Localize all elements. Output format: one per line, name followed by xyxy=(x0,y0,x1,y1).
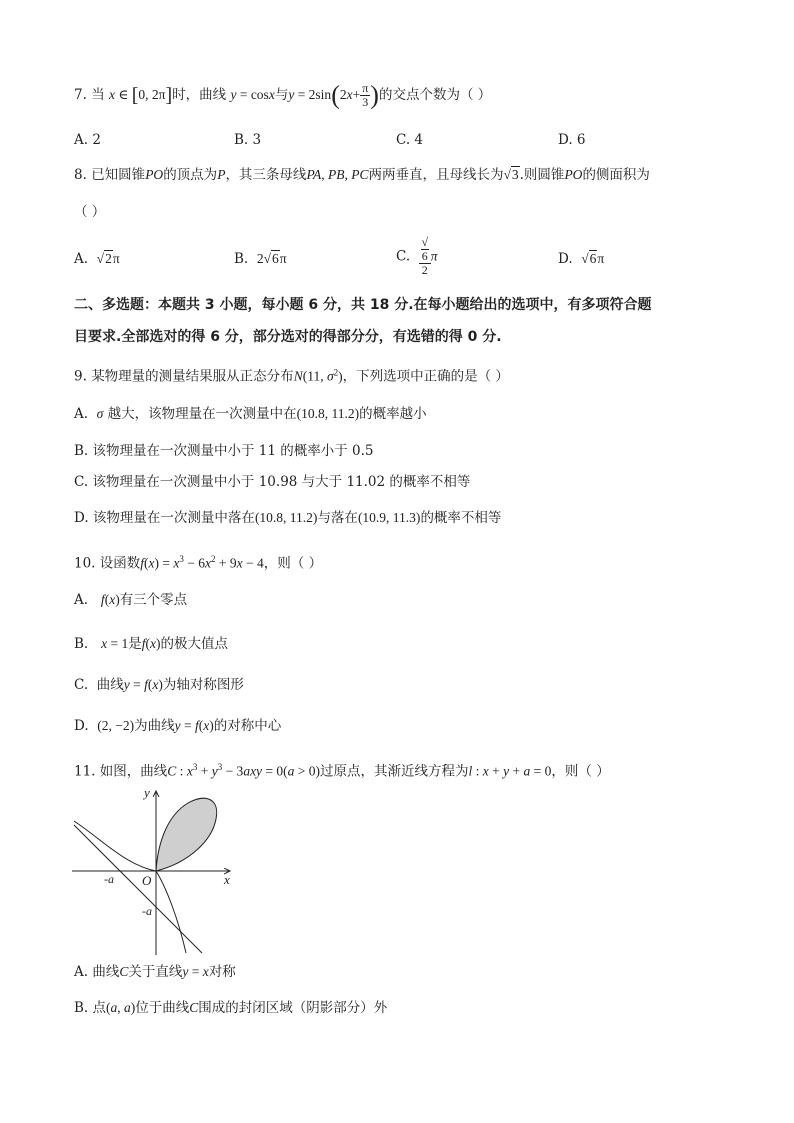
option-d: D. (2, −2)为曲线y = f(x)的对称中心 xyxy=(74,718,282,734)
question-text: 如图，曲线 xyxy=(99,763,168,780)
option-a: A. σ 越大，该物理量在一次测量中在(10.8, 11.2)的概率越小 xyxy=(74,406,427,422)
question-number: 11. xyxy=(74,763,96,780)
question-number: 7. xyxy=(74,87,87,103)
question-text: 当 xyxy=(91,87,105,103)
option-d: D. 该物理量在一次测量中落在(10.8, 11.2)与落在(10.9, 11.3)的概率不相等 xyxy=(74,510,502,526)
question-text: 时，曲线 xyxy=(172,87,227,103)
section-heading: 目要求.全部选对的得 6 分，部分选对的得部分分，有选错的得 0 分. xyxy=(74,329,502,345)
option-c: C. √ 6 2 π xyxy=(396,235,438,277)
neg-a-x-label: -a xyxy=(104,872,114,886)
option-b: B. 点(a, a)位于曲线C围成的封闭区域（阴影部分）外 xyxy=(74,1000,388,1016)
option-b: B. 3 xyxy=(234,132,262,148)
question-text: 已知圆锥 xyxy=(91,167,146,183)
folium-loop xyxy=(156,798,217,871)
option-a: A. 曲线C关于直线y = x对称 xyxy=(74,964,236,980)
x-axis-label: x xyxy=(224,872,230,887)
option-b: B. 该物理量在一次测量中小于 11 的概率小于 0.5 xyxy=(74,443,374,459)
neg-a-y-label: -a xyxy=(142,904,152,918)
option-c: C. 曲线y = f(x)为轴对称图形 xyxy=(74,677,244,693)
question-number: 8. xyxy=(74,167,87,183)
option-b: B. x = 1是f(x)的极大值点 xyxy=(74,636,228,652)
question-11: 11. 如图，曲线C : $x^3 + y^3 - 3axy = 0(a > 0)$过原点，其渐近线方程为l : x + y + a = 0，则（ ） xyxy=(74,762,610,780)
question-text: ，则（ ） xyxy=(551,763,610,780)
question-text: 的顶点为 xyxy=(163,167,218,183)
folium-left-branch xyxy=(74,821,156,871)
question-text: 与 xyxy=(274,87,289,103)
question-10: 10. 设函数$f(x) = x^3 - 6x^2 + 9x - 4$，则（ ） xyxy=(74,554,323,572)
question-text: .则圆锥 xyxy=(519,167,565,183)
question-9: 9. 某物理量的测量结果服从正态分布N(11, $\sigma^2$)，下列选项中正确的是（ ） xyxy=(74,367,509,385)
question-text: 过原点，其渐近线方程为 xyxy=(320,763,469,780)
question-text: ，其三条母线 xyxy=(225,167,307,183)
question-text: 某物理量的测量结果服从正态分布 xyxy=(91,368,294,385)
question-8: 8. 已知圆锥PO的顶点为P，其三条母线PA, PB, PC两两垂直，且母线长为√3.则圆锥PO的侧面积为 xyxy=(74,167,650,183)
section-heading: 二、多选题：本题共 3 小题，每小题 6 分，共 18 分.在每小题给出的选项中，有多项符合题 xyxy=(74,297,652,313)
question-number: 9. xyxy=(74,368,87,385)
question-text: ，则（ ） xyxy=(263,555,323,572)
option-a: A. √2π xyxy=(74,251,120,267)
option-d: D. √6π xyxy=(558,251,605,267)
question-text: 的侧面积为 xyxy=(582,167,650,183)
question-text: ，下列选项中正确的是（ ） xyxy=(342,368,509,385)
option-a: A. f(x)有三个零点 xyxy=(74,592,188,608)
question-text: 设函数 xyxy=(99,555,141,572)
option-c: C. 该物理量在一次测量中小于 10.98 与大于 11.02 的概率不相等 xyxy=(74,474,471,490)
option-d: D. 6 xyxy=(558,132,586,148)
origin-label: O xyxy=(142,873,152,888)
question-paren: （ ） xyxy=(74,204,106,220)
y-axis-label: y xyxy=(144,785,150,800)
question-number: 10. xyxy=(74,555,96,572)
folium-figure xyxy=(70,783,250,958)
question-text: 两两垂直，且母线长为 xyxy=(368,167,504,183)
question-text: 的交点个数为（ ） xyxy=(378,87,492,103)
option-a: A. 2 xyxy=(74,132,101,148)
option-c: C. 4 xyxy=(396,132,424,148)
question-7: 7. 当 x ∈ [0, 2π]时，曲线 y = cosx与y = 2sin(2x+ $\frac{\pi}{3}$ )的交点个数为（ ） xyxy=(74,80,492,110)
option-b: B. 2√6π xyxy=(234,251,287,267)
